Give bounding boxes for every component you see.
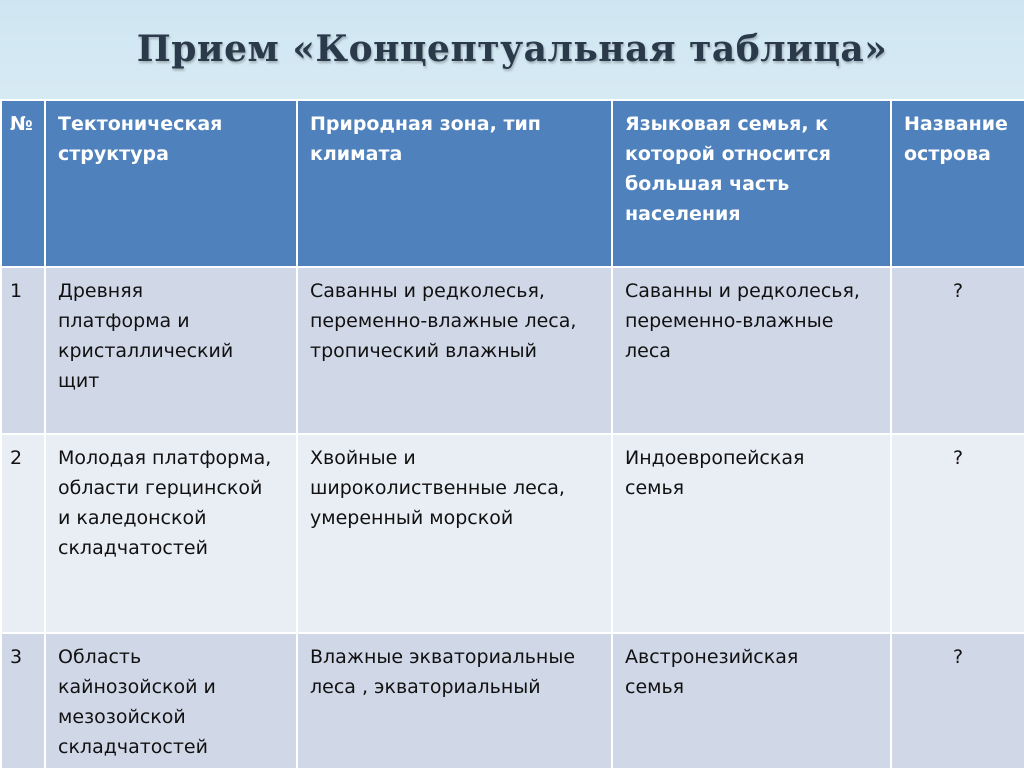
- header-language-family: Языковая семья, к которой относится большая часть населения: [612, 100, 891, 267]
- row-number: 3: [1, 633, 45, 769]
- row-number: 1: [1, 267, 45, 434]
- natural-zone-cell: Хвойные и широколиственные леса, умеренный морской: [297, 434, 612, 633]
- island-name-cell: ?: [891, 267, 1024, 434]
- natural-zone-cell: Влажные экваториальные леса , экваториальный: [297, 633, 612, 769]
- header-natural-zone: Природная зона, тип климата: [297, 100, 612, 267]
- concept-table: [0, 99, 1024, 770]
- language-family-cell: Индоевропейская семья: [612, 434, 891, 633]
- island-name-cell: ?: [891, 434, 1024, 633]
- slide-title: Прием «Концептуальная таблица»: [136, 28, 888, 70]
- natural-zone-cell: Саванны и редколесья, переменно-влажные леса, тропический влажный: [297, 267, 612, 434]
- table-row: [1, 267, 1024, 434]
- table-row: [1, 434, 1024, 633]
- header-number: №: [1, 100, 45, 267]
- header-tectonic-structure: Тектоническая структура: [45, 100, 297, 267]
- table-row: [1, 633, 1024, 769]
- language-family-cell: Саванны и редколесья, переменно-влажные леса: [612, 267, 891, 434]
- tectonic-cell: Область кайнозойской и мезозойской складчатостей: [45, 633, 297, 769]
- tectonic-cell: Молодая платформа, области герцинской и каледонской складчатостей: [45, 434, 297, 633]
- tectonic-cell: Древняя платформа и кристаллический щит: [45, 267, 297, 434]
- table-header-row: [1, 100, 1024, 267]
- row-number: 2: [1, 434, 45, 633]
- header-island-name: Название острова: [891, 100, 1024, 267]
- language-family-cell: Австронезийская семья: [612, 633, 891, 769]
- island-name-cell: ?: [891, 633, 1024, 769]
